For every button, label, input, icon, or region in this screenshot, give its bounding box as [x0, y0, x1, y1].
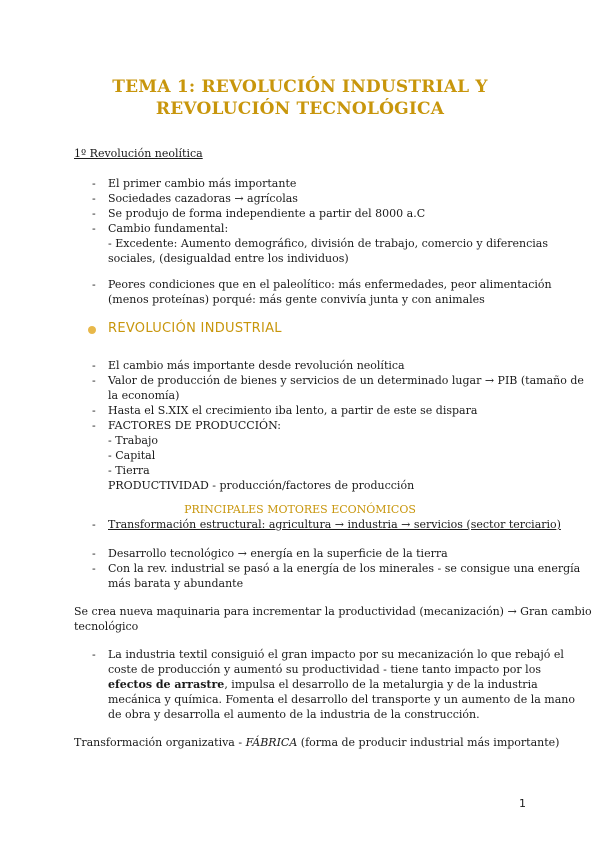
paragraph-line: tecnológico	[74, 620, 139, 633]
list-item: Sociedades cazadoras → agrícolas	[108, 192, 298, 205]
dash-marker: -	[92, 374, 96, 387]
textil-line: La industria textil consiguió el gran impacto por su mecanización lo que rebajó el	[108, 648, 564, 661]
title-line-1: TEMA 1: REVOLUCIÓN INDUSTRIAL Y	[112, 77, 488, 97]
page-title	[0, 76, 600, 120]
dash-marker: -	[92, 419, 96, 432]
dash-marker: -	[92, 648, 96, 661]
list-item: Transformación estructural: agricultura → industria → servicios (sector terciario)	[108, 518, 561, 531]
factor-item: - Capital	[108, 449, 156, 462]
dash-marker: -	[92, 404, 96, 417]
dash-marker: -	[92, 518, 96, 531]
list-item: El cambio más importante desde revolución neolítica	[108, 359, 405, 372]
list-item: Se produjo de forma independiente a partir del 8000 a.C	[108, 207, 426, 220]
textil-line: mecánica y química. Fomenta el desarrollo del transporte y un aumento de la mano	[108, 693, 576, 706]
motores-heading: PRINCIPALES MOTORES ECONÓMICOS	[184, 503, 416, 516]
paragraph-line: Se crea nueva maquinaria para incrementar la productividad (mecanización) → Gran cambio	[74, 605, 592, 618]
italic-term: FÁBRICA	[245, 736, 298, 749]
list-item: Cambio fundamental:	[108, 222, 229, 235]
section-heading-industrial: REVOLUCIÓN INDUSTRIAL	[108, 321, 282, 336]
list-item: Valor de producción de bienes y servicios de un determinado lugar → PIB (tamaño de	[108, 374, 584, 387]
textil-line: coste de producción y aumentó su productividad - tiene tanto impacto por los	[108, 663, 541, 676]
dash-marker: -	[92, 222, 96, 235]
dash-marker: -	[92, 562, 96, 575]
dash-marker: -	[92, 278, 96, 291]
list-item: El primer cambio más importante	[108, 177, 297, 190]
dash-marker: -	[92, 359, 96, 372]
list-item: FACTORES DE PRODUCCIÓN:	[108, 419, 282, 432]
sub-line: sociales, (desigualdad entre los individuos)	[108, 252, 349, 265]
sub-line: - Excedente: Aumento demográfico, división de trabajo, comercio y diferencias	[108, 237, 548, 250]
dash-marker: -	[92, 547, 96, 560]
factor-item: - Trabajo	[108, 434, 158, 447]
textil-line: de obra y desarrolla el aumento de la industria de la construcción.	[108, 708, 480, 721]
page-number: 1	[519, 797, 526, 810]
dash-marker: -	[92, 177, 96, 190]
productivity-line: PRODUCTIVIDAD - producción/factores de producción	[108, 479, 415, 492]
section-heading-neolitica: 1º Revolución neolítica	[74, 147, 203, 160]
list-item: Desarrollo tecnológico → energía en la superficie de la tierra	[108, 547, 448, 560]
list-item: Peores condiciones que en el paleolítico: más enfermedades, peor alimentación	[108, 278, 552, 291]
factor-item: - Tierra	[108, 464, 150, 477]
list-item-continuation: (menos proteínas) porqué: más gente convivía junta y con animales	[108, 293, 485, 306]
title-line-2: REVOLUCIÓN TECNOLÓGICA	[155, 99, 445, 119]
dash-marker: -	[92, 192, 96, 205]
textil-line	[108, 677, 538, 692]
list-item-continuation: más barata y abundante	[108, 577, 244, 590]
list-item: Con la rev. industrial se pasó a la energía de los minerales - se consigue una energía	[108, 562, 581, 575]
list-item: Hasta el S.XIX el crecimiento iba lento, a partir de este se dispara	[108, 404, 478, 417]
textil-line-rest: , impulsa el desarrollo de la metalurgia y de la industria	[224, 678, 538, 691]
closing-line	[74, 735, 559, 750]
list-item-continuation: la economía)	[108, 389, 180, 402]
dash-marker: -	[92, 207, 96, 220]
closing-text-after: (forma de producir industrial más importante)	[297, 736, 560, 749]
bold-term: efectos de arrastre	[108, 678, 225, 691]
closing-text-before: Transformación organizativa -	[74, 736, 246, 749]
bullet-icon	[88, 326, 96, 334]
